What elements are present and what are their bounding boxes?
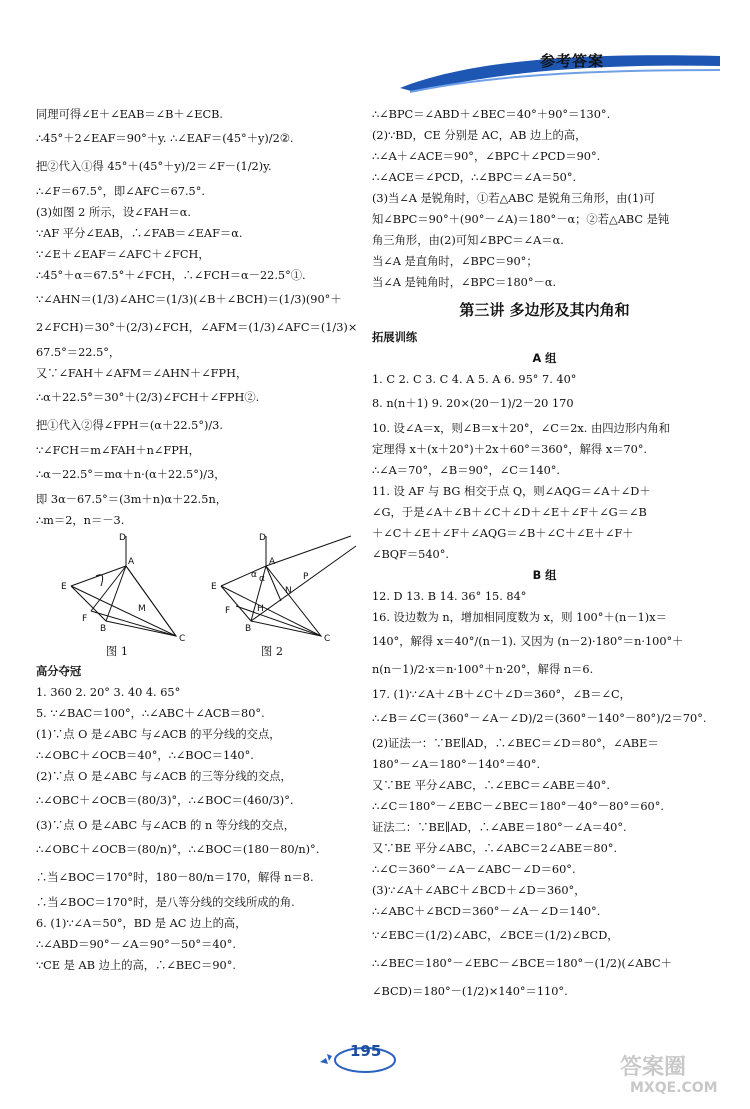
fig-label: E [61, 582, 67, 592]
figures-row [36, 531, 376, 661]
text-line: (1)∵点 O 是∠ABC 与∠ACB 的平分线的交点， [36, 728, 281, 741]
fig-label: N [285, 586, 292, 596]
text-line: (2)∵点 O 是∠ABC 与∠ACB 的三等分线的交点， [36, 770, 292, 783]
text-line: 67.5°＝22.5°， [36, 346, 121, 359]
text-line: 又∵BE 平分∠ABC，∴∠ABC＝2∠ABE＝80°. [372, 842, 618, 855]
text-line: ∴当∠BOC＝170°时，180－80/n＝170，解得 n＝8. [36, 871, 314, 884]
text-line: (3)当∠A 是锐角时，①若△ABC 是锐角三角形，由(1)可 [372, 192, 655, 205]
text-line: ∴∠A＝70°，∠B＝90°，∠C＝140°. [372, 464, 561, 477]
section-title: 第三讲 多边形及其内角和 [459, 301, 630, 319]
text-line: (2)证法一：∵BE∥AD，∴∠BEC＝∠D＝80°，∠ABE＝ [372, 737, 659, 750]
text-line: ∴∠OBC＋∠OCB＝40°，∴∠BOC＝140°. [36, 749, 254, 762]
fig-label: B [100, 624, 107, 634]
text-line: ∵CE 是 AB 边上的高，∴∠BEC＝90°. [36, 959, 236, 972]
text-line: ＋∠C＋∠E＋∠F＋∠AQG＝∠B＋∠C＋∠E＋∠F＋ [372, 527, 634, 540]
header-title: 参考答案 [540, 52, 605, 70]
text-line: ∴α＋22.5°＝30°＋(2/3)∠FCH＋∠FPH②. [36, 391, 260, 404]
text-line: ∵∠FCH＝m∠FAH＋n∠FPH， [36, 444, 200, 457]
text-line: ∴∠C＝360°－∠A－∠ABC－∠D＝60°. [372, 863, 576, 876]
figure-2-diagram [211, 531, 361, 651]
text-line: ∴45°＋2∠EAF＝90°＋y. ∴∠EAF＝(45°＋y)/2②. [36, 132, 294, 145]
page-number: 195 [350, 1042, 382, 1060]
fig-label: C [324, 634, 331, 644]
text-line: 1. C 2. C 3. C 4. A 5. A 6. 95° 7. 40° [372, 373, 577, 386]
fig-label: α [251, 570, 257, 580]
text-line: ∴∠BPC＝∠ABD＋∠BEC＝40°＋90°＝130°. [372, 108, 611, 121]
text-line: (3)如图 2 所示，设∠FAH＝α. [36, 206, 192, 219]
text-line: ∴∠ABD＝90°－∠A＝90°－50°＝40°. [36, 938, 236, 951]
fig-label: H [257, 604, 264, 614]
fig-label: P [303, 572, 309, 582]
text-line: 又∵BE 平分∠ABC，∴∠EBC＝∠ABE＝40°. [372, 779, 610, 792]
text-line: ∵∠EBC＝(1/2)∠ABC，∠BCE＝(1/2)∠BCD， [372, 929, 619, 942]
fig-label: B [245, 624, 252, 634]
text-line: ∴当∠BOC＝170°时，是八等分线的交线所成的角. [36, 896, 295, 909]
text-line: 12. D 13. B 14. 36° 15. 84° [372, 590, 527, 603]
text-line: 把②代入①得 45°＋(45°＋y)/2＝∠F－(1/2)y. [36, 160, 272, 173]
subsection-title: 高分夺冠 [36, 665, 82, 678]
text-line: 16. 设边数为 n，增加相同度数为 x，则 100°＋(n－1)x＝ [372, 611, 667, 624]
figure-1-caption: 图 1 [106, 645, 129, 658]
text-line: 当∠A 是直角时，∠BPC＝90°； [372, 255, 538, 268]
text-line: ∵∠AHN＝(1/3)∠AHC＝(1/3)(∠B＋∠BCH)＝(1/3)(90°＋ [36, 293, 342, 306]
text-line: ∴∠A＋∠ACE＝90°，∠BPC＋∠PCD＝90°. [372, 150, 601, 163]
text-line: ∵∠E＋∠EAF＝∠AFC＋∠FCH， [36, 248, 210, 261]
text-line: ∠G，于是∠A＋∠B＋∠C＋∠D＋∠E＋∠F＋∠G＝∠B [372, 506, 647, 519]
text-line: 把①代入②得∠FPH＝(α＋22.5°)/3. [36, 419, 223, 432]
text-line: ∴m＝2，n＝－3. [36, 514, 125, 527]
text-line: 140°，解得 x＝40°/(n－1). 又因为 (n－2)·180°＝n·100°＋ [372, 635, 684, 648]
text-line: 当∠A 是钝角时，∠BPC＝180°－α. [372, 276, 557, 289]
fig-label: F [225, 606, 231, 616]
fig-label: α [259, 574, 265, 584]
text-line: 10. 设∠A＝x，则∠B＝x＋20°，∠C＝2x. 由四边形内角和 [372, 422, 671, 435]
fig-label: F [82, 614, 88, 624]
fig-label: C [179, 634, 186, 644]
text-line: n(n－1)/2·x＝n·100°＋n·20°，解得 n＝6. [372, 663, 594, 676]
group-b-heading: B 组 [532, 569, 557, 582]
left-column [36, 104, 376, 976]
text-line: (2)∵BD，CE 分别是 AC，AB 边上的高， [372, 129, 587, 142]
text-line: ∠BQF＝540°. [372, 548, 449, 561]
text-line: 同理可得∠E＋∠EAB＝∠B＋∠ECB. [36, 108, 223, 121]
text-line: ∴∠ACE＝∠PCD，∴∠BPC＝∠A＝50°. [372, 171, 577, 184]
text-line: 定理得 x＋(x＋20°)＋2x＋60°＝360°，解得 x＝70°. [372, 443, 648, 456]
text-line: 5. ∵∠BAC＝100°，∴∠ABC＋∠ACB＝80°. [36, 707, 265, 720]
text-line: 1. 360 2. 20° 3. 40 4. 65° [36, 686, 181, 699]
text-line: ∠BCD)＝180°－(1/2)×140°＝110°. [372, 985, 568, 998]
text-line: 证法二：∵BE∥AD，∴∠ABE＝180°－∠A＝40°. [372, 821, 627, 834]
watermark-logo: 答案圈 [620, 1055, 687, 1080]
text-line: 8. n(n＋1) 9. 20×(20－1)/2－20 170 [372, 397, 574, 410]
group-a-heading: A 组 [532, 352, 557, 365]
fig-label: D [119, 533, 126, 543]
watermark-url: MXQE.COM [630, 1080, 718, 1096]
text-line: ∴∠OBC＋∠OCB＝(80/n)°，∴∠BOC＝(180－80/n)°. [36, 843, 320, 856]
subsection-title: 拓展训练 [372, 331, 418, 344]
text-line: ∴∠OBC＋∠OCB＝(80/3)°，∴∠BOC＝(460/3)°. [36, 794, 294, 807]
text-line: ∵AF 平分∠EAB，∴∠FAB＝∠EAF＝α. [36, 227, 243, 240]
text-line: 11. 设 AF 与 BG 相交于点 Q，则∠AQG＝∠A＋∠D＋ [372, 485, 651, 498]
fig-label: E [211, 582, 217, 592]
right-column [372, 104, 717, 1006]
text-line: 角三角形，由(2)可知∠BPC＝∠A＝α. [372, 234, 564, 247]
text-line: 6. (1)∵∠A＝50°，BD 是 AC 边上的高， [36, 917, 247, 930]
text-line: (3)∵∠A＋∠ABC＋∠BCD＋∠D＝360°， [372, 884, 586, 897]
text-line: (3)∵点 O 是∠ABC 与∠ACB 的 n 等分线的交点， [36, 819, 295, 832]
fig-label: A [128, 557, 135, 567]
figure-1-diagram [46, 531, 196, 651]
fig-label: D [259, 533, 266, 543]
text-line: ∴α－22.5°＝mα＋n·(α＋22.5°)/3， [36, 468, 226, 481]
text-line: 2∠FCH)＝30°＋(2/3)∠FCH，∠AFM＝(1/3)∠AFC＝(1/3)× [36, 321, 358, 334]
text-line: 即 3α－67.5°＝(3m＋n)α＋22.5n， [36, 493, 228, 506]
text-line: ∴∠C＝180°－∠EBC－∠BEC＝180°－40°－80°＝60°. [372, 800, 664, 813]
fig-label: A [269, 557, 276, 567]
text-line: ∴∠ABC＋∠BCD＝360°－∠A－∠D＝140°. [372, 905, 601, 918]
fig-label: M [138, 604, 146, 614]
text-line: ∴∠F＝67.5°，即∠AFC＝67.5°. [36, 185, 205, 198]
text-line: 知∠BPC＝90°＋(90°－∠A)＝180°－α；②若△ABC 是钝 [372, 213, 670, 226]
text-line: 17. (1)∵∠A＋∠B＋∠C＋∠D＝360°，∠B＝∠C， [372, 688, 631, 701]
text-line: ∴∠B＝∠C＝(360°－∠A－∠D)/2＝(360°－140°－80°)/2＝70°. [372, 712, 707, 725]
text-line: 180°－∠A＝180°－140°＝40°. [372, 758, 541, 771]
figure-2-caption: 图 2 [261, 645, 284, 658]
text-line: ∴45°＋α＝67.5°＋∠FCH，∴∠FCH＝α－22.5°①. [36, 269, 306, 282]
text-line: ∴∠BEC＝180°－∠EBC－∠BCE＝180°－(1/2)(∠ABC＋ [372, 957, 672, 970]
text-line: 又∵∠FAH＋∠AFM＝∠AHN＋∠FPH， [36, 367, 248, 380]
